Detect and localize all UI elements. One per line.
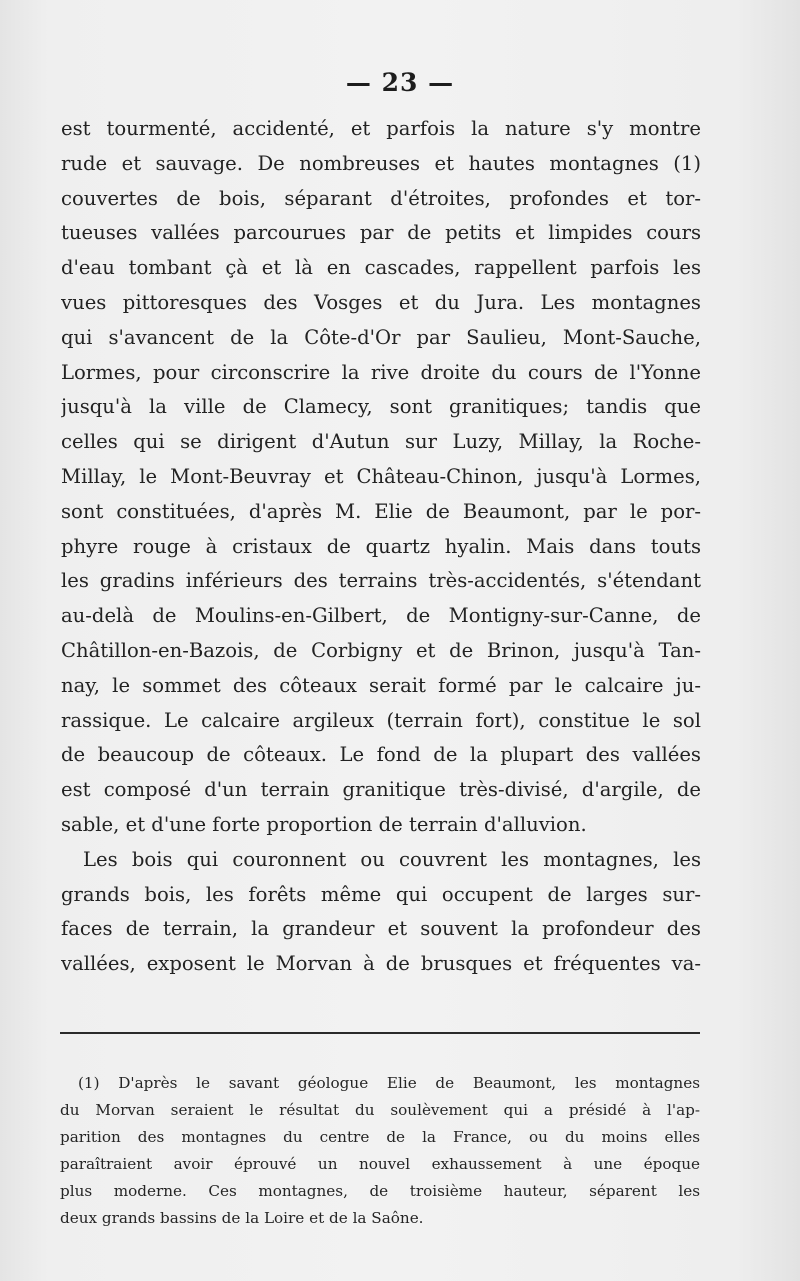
text-line: tueuses vallées parcourues par de petits et limpides cours (61, 221, 701, 245)
text-line: est tourmenté, accidenté, et parfois la nature s'y montre (61, 117, 701, 140)
paragraph-start-line: Les bois qui couronnent ou couvrent les montagnes, les (83, 847, 701, 871)
text-line: couvertes de bois, séparant d'étroites, profondes et tor- (61, 186, 701, 210)
text-line: celles qui se dirigent d'Autun sur Luzy, Millay, la Roche- (61, 430, 701, 454)
main-text-block (61, 112, 701, 982)
text-line: faces de terrain, la grandeur et souvent la profondeur des (61, 917, 701, 941)
footnote-divider (60, 1032, 700, 1034)
footnote-line: du Morvan seraient le résultat du soulèvement qui a présidé à l'ap- (60, 1101, 700, 1119)
text-line: Lormes, pour circonscrire la rive droite du cours de l'Yonne (61, 360, 701, 384)
text-line: vallées, exposent le Morvan à de brusques et fréquentes va- (61, 952, 701, 976)
paragraph-end-line: sable, et d'une forte proportion de terrain d'alluvion. (61, 812, 587, 836)
text-line: d'eau tombant çà et là en cascades, rappellent parfois les (61, 256, 701, 280)
text-line: phyre rouge à cristaux de quartz hyalin. Mais dans touts (61, 534, 701, 558)
footnote-line: parition des montagnes du centre de la France, ou du moins elles (60, 1128, 700, 1146)
footnote-block (60, 1070, 700, 1232)
footnote-line: plus moderne. Ces montagnes, de troisième hauteur, séparent les (60, 1182, 700, 1200)
text-line: les gradins inférieurs des terrains très-accidentés, s'étendant (61, 569, 701, 593)
text-line: rude et sauvage. De nombreuses et hautes montagnes (1) (61, 151, 701, 175)
page-number: — 23 — (345, 68, 455, 97)
text-line: nay, le sommet des côteaux serait formé par le calcaire ju- (61, 673, 701, 697)
footnote-line: paraîtraient avoir éprouvé un nouvel exhaussement à une époque (60, 1155, 700, 1173)
text-line: de beaucoup de côteaux. Le fond de la plupart des vallées (61, 743, 701, 767)
text-line: est composé d'un terrain granitique très-divisé, d'argile, de (61, 778, 701, 802)
text-line: Millay, le Mont-Beuvray et Château-Chinon, jusqu'à Lormes, (61, 464, 701, 488)
text-line: rassique. Le calcaire argileux (terrain fort), constitue le sol (61, 708, 701, 732)
text-line: sont constituées, d'après M. Elie de Beaumont, par le por- (61, 499, 701, 523)
text-line: au-delà de Moulins-en-Gilbert, de Montigny-sur-Canne, de (61, 604, 701, 628)
text-line: vues pittoresques des Vosges et du Jura. Les montagnes (61, 290, 701, 314)
text-line: grands bois, les forêts même qui occupent de larges sur- (61, 882, 701, 906)
text-line: Châtillon-en-Bazois, de Corbigny et de Brinon, jusqu'à Tan- (61, 638, 701, 662)
footnote-line: (1) D'après le savant géologue Elie de Beaumont, les montagnes (78, 1074, 700, 1092)
text-line: qui s'avancent de la Côte-d'Or par Saulieu, Mont-Sauche, (61, 325, 701, 349)
text-line: jusqu'à la ville de Clamecy, sont granitiques; tandis que (61, 395, 701, 419)
footnote-line: deux grands bassins de la Loire et de la Saône. (60, 1209, 424, 1227)
